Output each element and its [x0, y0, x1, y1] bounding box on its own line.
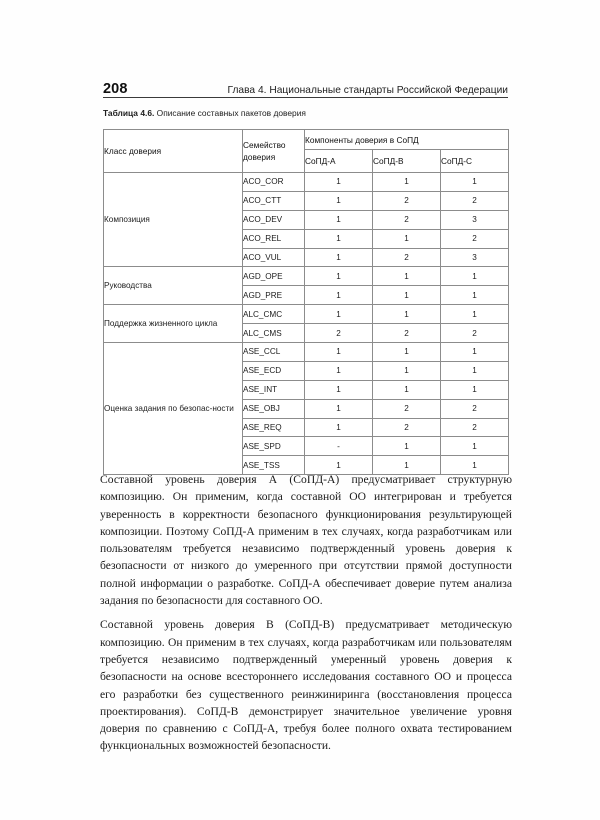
column-header-family: Семейство доверия [243, 130, 305, 173]
cell-sopd-c: 3 [441, 248, 509, 267]
cell-sopd-b: 1 [373, 361, 441, 380]
cell-sopd-b: 1 [373, 286, 441, 305]
running-head [103, 74, 508, 96]
cell-sopd-c: 2 [441, 229, 509, 248]
chapter-title: Глава 4. Национальные стандарты Российской Федерации [227, 84, 508, 96]
cell-family: ASE_CCL [243, 343, 305, 362]
cell-sopd-b: 1 [373, 173, 441, 192]
cell-sopd-a: 1 [305, 229, 373, 248]
cell-sopd-c: 1 [441, 437, 509, 456]
table-caption-label: Таблица 4.6. [103, 108, 155, 118]
cell-sopd-a: 1 [305, 286, 373, 305]
cell-sopd-c: 2 [441, 324, 509, 343]
cell-family: ASE_SPD [243, 437, 305, 456]
cell-sopd-b: 1 [373, 343, 441, 362]
cell-family: ASE_ECD [243, 361, 305, 380]
paragraph-sopd-a: Составной уровень доверия А (СоПД-А) предусматривает структурную композицию. Он применим, когда составной ОО интегрирован и требуется уверенность в корректности безопасного функционирования результирующей композиции. Поэтому СоПД-А применим в тех случаях, когда разработчикам или пользователям требуется независимо подтвержденный уровень доверия к безопасности от низкого до умеренного при отсутствии прямой доступности полной информации о разработке. СоПД-А обеспечивает доверие путем анализа задания по безопасности для составного ОО. [100, 473, 512, 608]
header-divider [103, 97, 508, 98]
cell-sopd-a: 1 [305, 267, 373, 286]
cell-sopd-b: 1 [373, 456, 441, 475]
table-row [104, 173, 509, 192]
cell-sopd-b: 1 [373, 380, 441, 399]
cell-sopd-a: 1 [305, 456, 373, 475]
paragraph-sopd-b: Составной уровень доверия В (СоПД-В) предусматривает методическую композицию. Он применим в тех случаях, когда разработчикам или пользователям требуется независимо подтвержденный умеренный уровень доверия к безопасности на основе всестороннего исследования составного ОО и процесса его разработки без существенного реинжиниринга (восстановления процесса проектирования). СоПД-В демонстрирует значительное увеличение уровня доверия по сравнению с СоПД-А, требуя более полного охвата тестированием функциональных возможностей безопасности. [100, 618, 512, 753]
cell-sopd-a: 1 [305, 210, 373, 229]
body-text [100, 471, 512, 757]
cell-sopd-b: 2 [373, 399, 441, 418]
cell-sopd-b: 1 [373, 267, 441, 286]
cell-sopd-b: 1 [373, 229, 441, 248]
cell-sopd-c: 1 [441, 380, 509, 399]
cell-sopd-a: 1 [305, 173, 373, 192]
table-body [104, 173, 509, 475]
cell-sopd-a: 1 [305, 248, 373, 267]
cell-family: ACO_REL [243, 229, 305, 248]
cell-sopd-c: 1 [441, 456, 509, 475]
cell-assurance-class: Руководства [104, 267, 243, 305]
table-row [104, 343, 509, 362]
table-row [104, 305, 509, 324]
cell-sopd-c: 2 [441, 418, 509, 437]
cell-assurance-class: Поддержка жизненного цикла [104, 305, 243, 343]
table-row [104, 267, 509, 286]
cell-sopd-a: - [305, 437, 373, 456]
cell-assurance-class: Композиция [104, 173, 243, 267]
cell-sopd-b: 2 [373, 418, 441, 437]
cell-sopd-c: 1 [441, 343, 509, 362]
cell-family: AGD_PRE [243, 286, 305, 305]
column-header-sopd-b: СоПД-В [373, 150, 441, 173]
cell-family: ACO_DEV [243, 210, 305, 229]
cell-sopd-c: 2 [441, 399, 509, 418]
cell-family: ASE_OBJ [243, 399, 305, 418]
cell-sopd-c: 1 [441, 267, 509, 286]
cell-family: ACO_VUL [243, 248, 305, 267]
column-header-sopd-a: СоПД-А [305, 150, 373, 173]
cell-family: ASE_INT [243, 380, 305, 399]
cell-sopd-a: 1 [305, 361, 373, 380]
assurance-packages-table [103, 129, 509, 475]
cell-family: ASE_REQ [243, 418, 305, 437]
cell-sopd-b: 2 [373, 191, 441, 210]
cell-sopd-b: 2 [373, 324, 441, 343]
cell-sopd-c: 1 [441, 361, 509, 380]
cell-sopd-a: 1 [305, 399, 373, 418]
table-head [104, 130, 509, 173]
cell-sopd-a: 1 [305, 418, 373, 437]
cell-sopd-b: 2 [373, 248, 441, 267]
table-caption-text: Описание составных пакетов доверия [156, 108, 306, 118]
cell-family: AGD_OPE [243, 267, 305, 286]
cell-sopd-c: 3 [441, 210, 509, 229]
cell-family: ASE_TSS [243, 456, 305, 475]
table-caption [103, 108, 523, 118]
cell-family: ACO_COR [243, 173, 305, 192]
cell-family: ALC_CMS [243, 324, 305, 343]
cell-sopd-b: 1 [373, 305, 441, 324]
table-header-row-1 [104, 130, 509, 150]
cell-family: ACO_CTT [243, 191, 305, 210]
column-header-components-group: Компоненты доверия в СоПД [305, 130, 509, 150]
page-number: 208 [103, 80, 128, 97]
cell-sopd-a: 1 [305, 191, 373, 210]
cell-sopd-c: 1 [441, 173, 509, 192]
cell-sopd-a: 1 [305, 380, 373, 399]
cell-sopd-b: 1 [373, 437, 441, 456]
cell-sopd-c: 1 [441, 286, 509, 305]
cell-sopd-c: 2 [441, 191, 509, 210]
cell-family: ALC_CMC [243, 305, 305, 324]
column-header-class: Класс доверия [104, 130, 243, 173]
column-header-sopd-c: СоПД-С [441, 150, 509, 173]
cell-sopd-a: 1 [305, 343, 373, 362]
cell-sopd-c: 1 [441, 305, 509, 324]
cell-sopd-a: 2 [305, 324, 373, 343]
assurance-packages-table-wrapper [103, 129, 508, 475]
cell-sopd-b: 2 [373, 210, 441, 229]
cell-assurance-class: Оценка задания по безопас-ности [104, 343, 243, 475]
cell-sopd-a: 1 [305, 305, 373, 324]
